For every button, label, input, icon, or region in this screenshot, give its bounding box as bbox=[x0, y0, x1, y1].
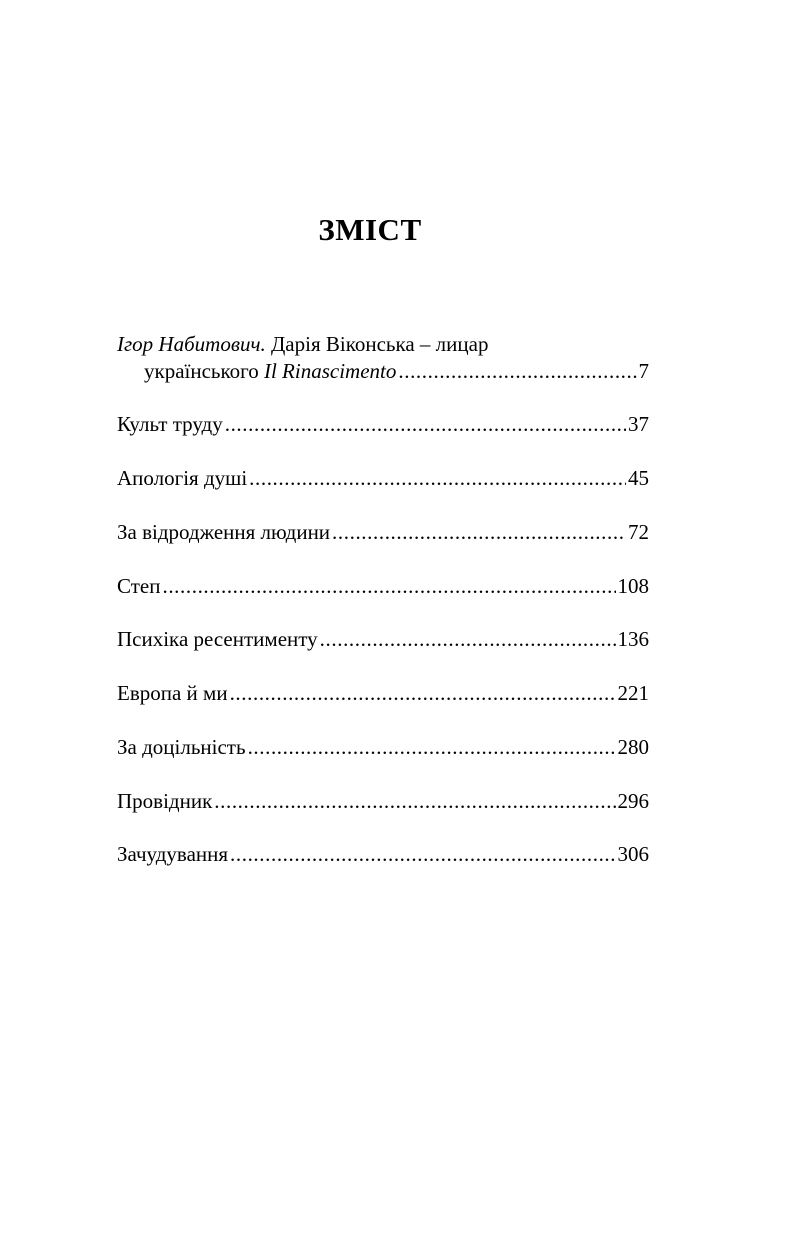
toc-page-number: 72 bbox=[628, 520, 649, 544]
toc-entry-title: Европа й ми bbox=[117, 681, 228, 705]
toc-entry-intro-author: Ігор Набитович. bbox=[117, 332, 266, 356]
toc-entry-intro-title-line2 bbox=[144, 357, 396, 385]
toc-page-number: 221 bbox=[617, 681, 649, 705]
toc-entry[interactable] bbox=[117, 787, 649, 815]
leader-dots bbox=[225, 410, 626, 438]
toc-entry-title: Зачудування bbox=[117, 842, 229, 866]
toc-entry-intro-title-prefix: українського bbox=[144, 359, 259, 383]
toc-entry-title: Психіка ресентименту bbox=[117, 627, 318, 651]
leader-dots bbox=[162, 572, 615, 600]
leader-dots bbox=[320, 625, 616, 653]
leader-dots bbox=[214, 787, 615, 815]
toc-entry[interactable] bbox=[117, 410, 649, 438]
toc-entry-title: За доцільність bbox=[117, 735, 246, 759]
toc-entry[interactable] bbox=[117, 625, 649, 653]
leader-dots bbox=[230, 679, 616, 707]
leader-dots bbox=[332, 518, 626, 546]
toc-entry-intro-line2[interactable] bbox=[117, 357, 649, 385]
toc-page-number: 136 bbox=[617, 627, 649, 651]
toc-entry[interactable] bbox=[117, 679, 649, 707]
toc-page-number: 7 bbox=[638, 359, 649, 383]
toc-entry-title: Апологія душі bbox=[117, 466, 248, 490]
toc-page-number: 37 bbox=[628, 412, 649, 436]
toc-entry-title: Культ труду bbox=[117, 412, 223, 436]
toc-page-number: 280 bbox=[617, 735, 649, 759]
leader-dots bbox=[230, 840, 615, 868]
toc-entry-title: За відродження людини bbox=[117, 520, 331, 544]
toc-entry-intro-title-line1: Дарія Віконська – лицар bbox=[270, 332, 489, 356]
toc-entry-title: Степ bbox=[117, 574, 161, 598]
leader-dots bbox=[398, 357, 636, 385]
toc-entry[interactable] bbox=[117, 840, 649, 868]
toc-entry[interactable] bbox=[117, 572, 649, 600]
page-title: ЗМІСТ bbox=[318, 212, 422, 247]
toc-page-number: 108 bbox=[617, 574, 649, 598]
leader-dots bbox=[249, 464, 626, 492]
toc-entry-intro-title-italic: Il Rinascimento bbox=[263, 359, 397, 383]
toc-entry-intro-line1 bbox=[117, 330, 488, 358]
leader-dots bbox=[248, 733, 616, 761]
toc-page-number: 296 bbox=[617, 789, 649, 813]
toc-entry[interactable] bbox=[117, 518, 649, 546]
toc-entry[interactable] bbox=[117, 733, 649, 761]
toc-entry[interactable] bbox=[117, 464, 649, 492]
toc-page-number: 45 bbox=[628, 466, 649, 490]
toc-page-number: 306 bbox=[617, 842, 649, 866]
toc-entry-title: Провідник bbox=[117, 789, 213, 813]
